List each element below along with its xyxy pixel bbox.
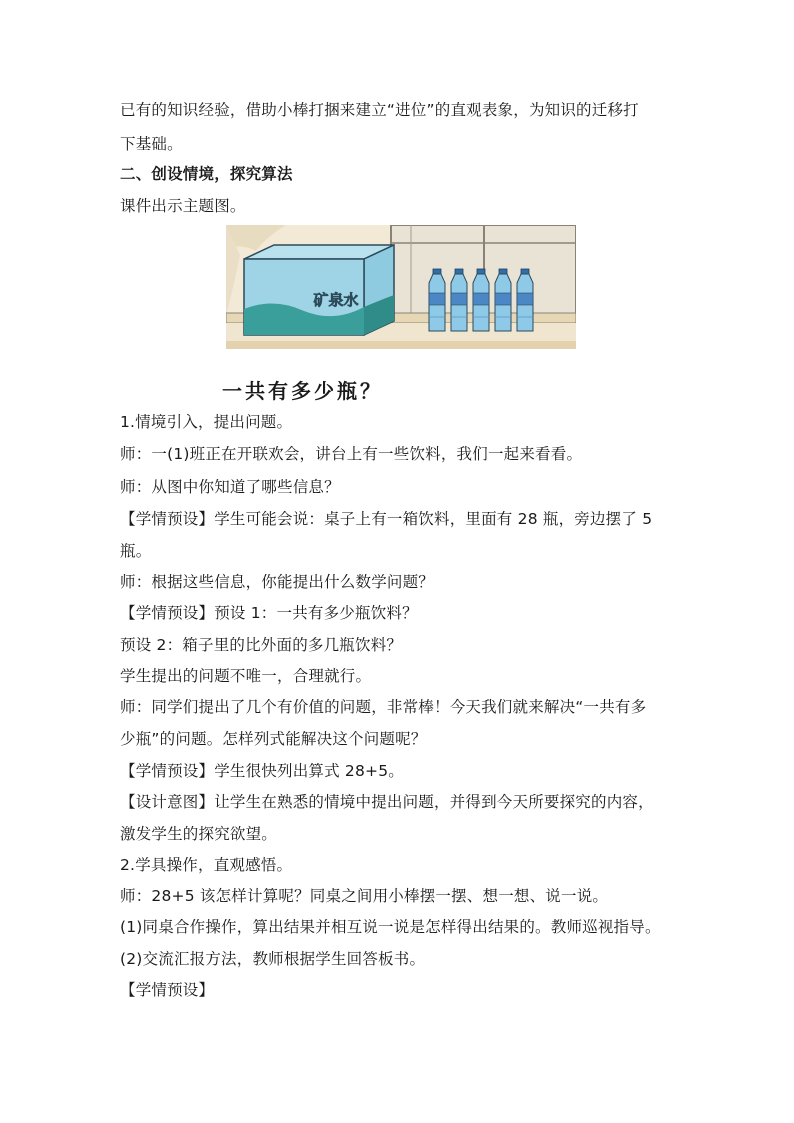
intro-line-1: 已有的知识经验，借助小棒打捆来建立“进位”的直观表象，为知识的迁移打 [120,101,639,119]
body-line: 师：一(1)班正在开联欢会，讲台上有一些饮料，我们一起来看看。 [120,445,583,463]
body-line: 瓶。 [120,542,152,560]
body-line: 【学情预设】学生可能会说：桌子上有一箱饮料，里面有 28 瓶，旁边摆了 5 [120,510,653,528]
body-line: 2.学具操作，直观感悟。 [120,856,293,874]
water-bottle [517,269,533,331]
body-line: 【设计意图】让学生在熟悉的情境中提出问题，并得到今天所要探究的内容， [120,793,654,811]
water-bottle [451,269,467,331]
body-line: 学生提出的问题不唯一，合理就行。 [120,667,372,685]
water-bottle [495,269,511,331]
body-line: 师：28+5 该怎样计算呢？同桌之间用小棒摆一摆、想一想、说一说。 [120,887,609,905]
body-line: 【学情预设】预设 1：一共有多少瓶饮料？ [120,604,418,622]
body-line: (2)交流汇报方法，教师根据学生回答板书。 [120,950,426,968]
section-heading: 二、创设情境，探究算法 [120,165,293,183]
body-line: 预设 2：箱子里的比外面的多几瓶饮料？ [120,636,403,654]
body-line: 少瓶”的问题。怎样列式能解决这个问题呢？ [120,730,427,748]
box-label: 矿泉水 [313,291,359,309]
body-line: 师：同学们提出了几个有价值的问题，非常棒！今天我们就来解决“一共有多 [120,698,647,716]
water-bottle [473,269,489,331]
body-line: 【学情预设】 [120,981,215,999]
intro-line-2: 下基础。 [120,135,183,153]
courseware-line: 课件出示主题图。 [120,197,246,215]
water-box [244,245,394,335]
body-line: 师：从图中你知道了哪些信息？ [120,478,340,496]
body-line: 激发学生的探究欲望。 [120,825,278,843]
theme-illustration [226,225,576,349]
body-line: (1)同桌合作操作，算出结果并相互说一说是怎样得出结果的。教师巡视指导。 [120,918,661,936]
body-line: 师：根据这些信息，你能提出什么数学问题？ [120,573,435,591]
water-bottle [429,269,445,331]
body-line: 1.情境引入，提出问题。 [120,413,293,431]
body-line: 【学情预设】学生很快列出算式 28+5。 [120,762,405,780]
figure-caption: 一共有多少瓶？ [222,379,383,403]
